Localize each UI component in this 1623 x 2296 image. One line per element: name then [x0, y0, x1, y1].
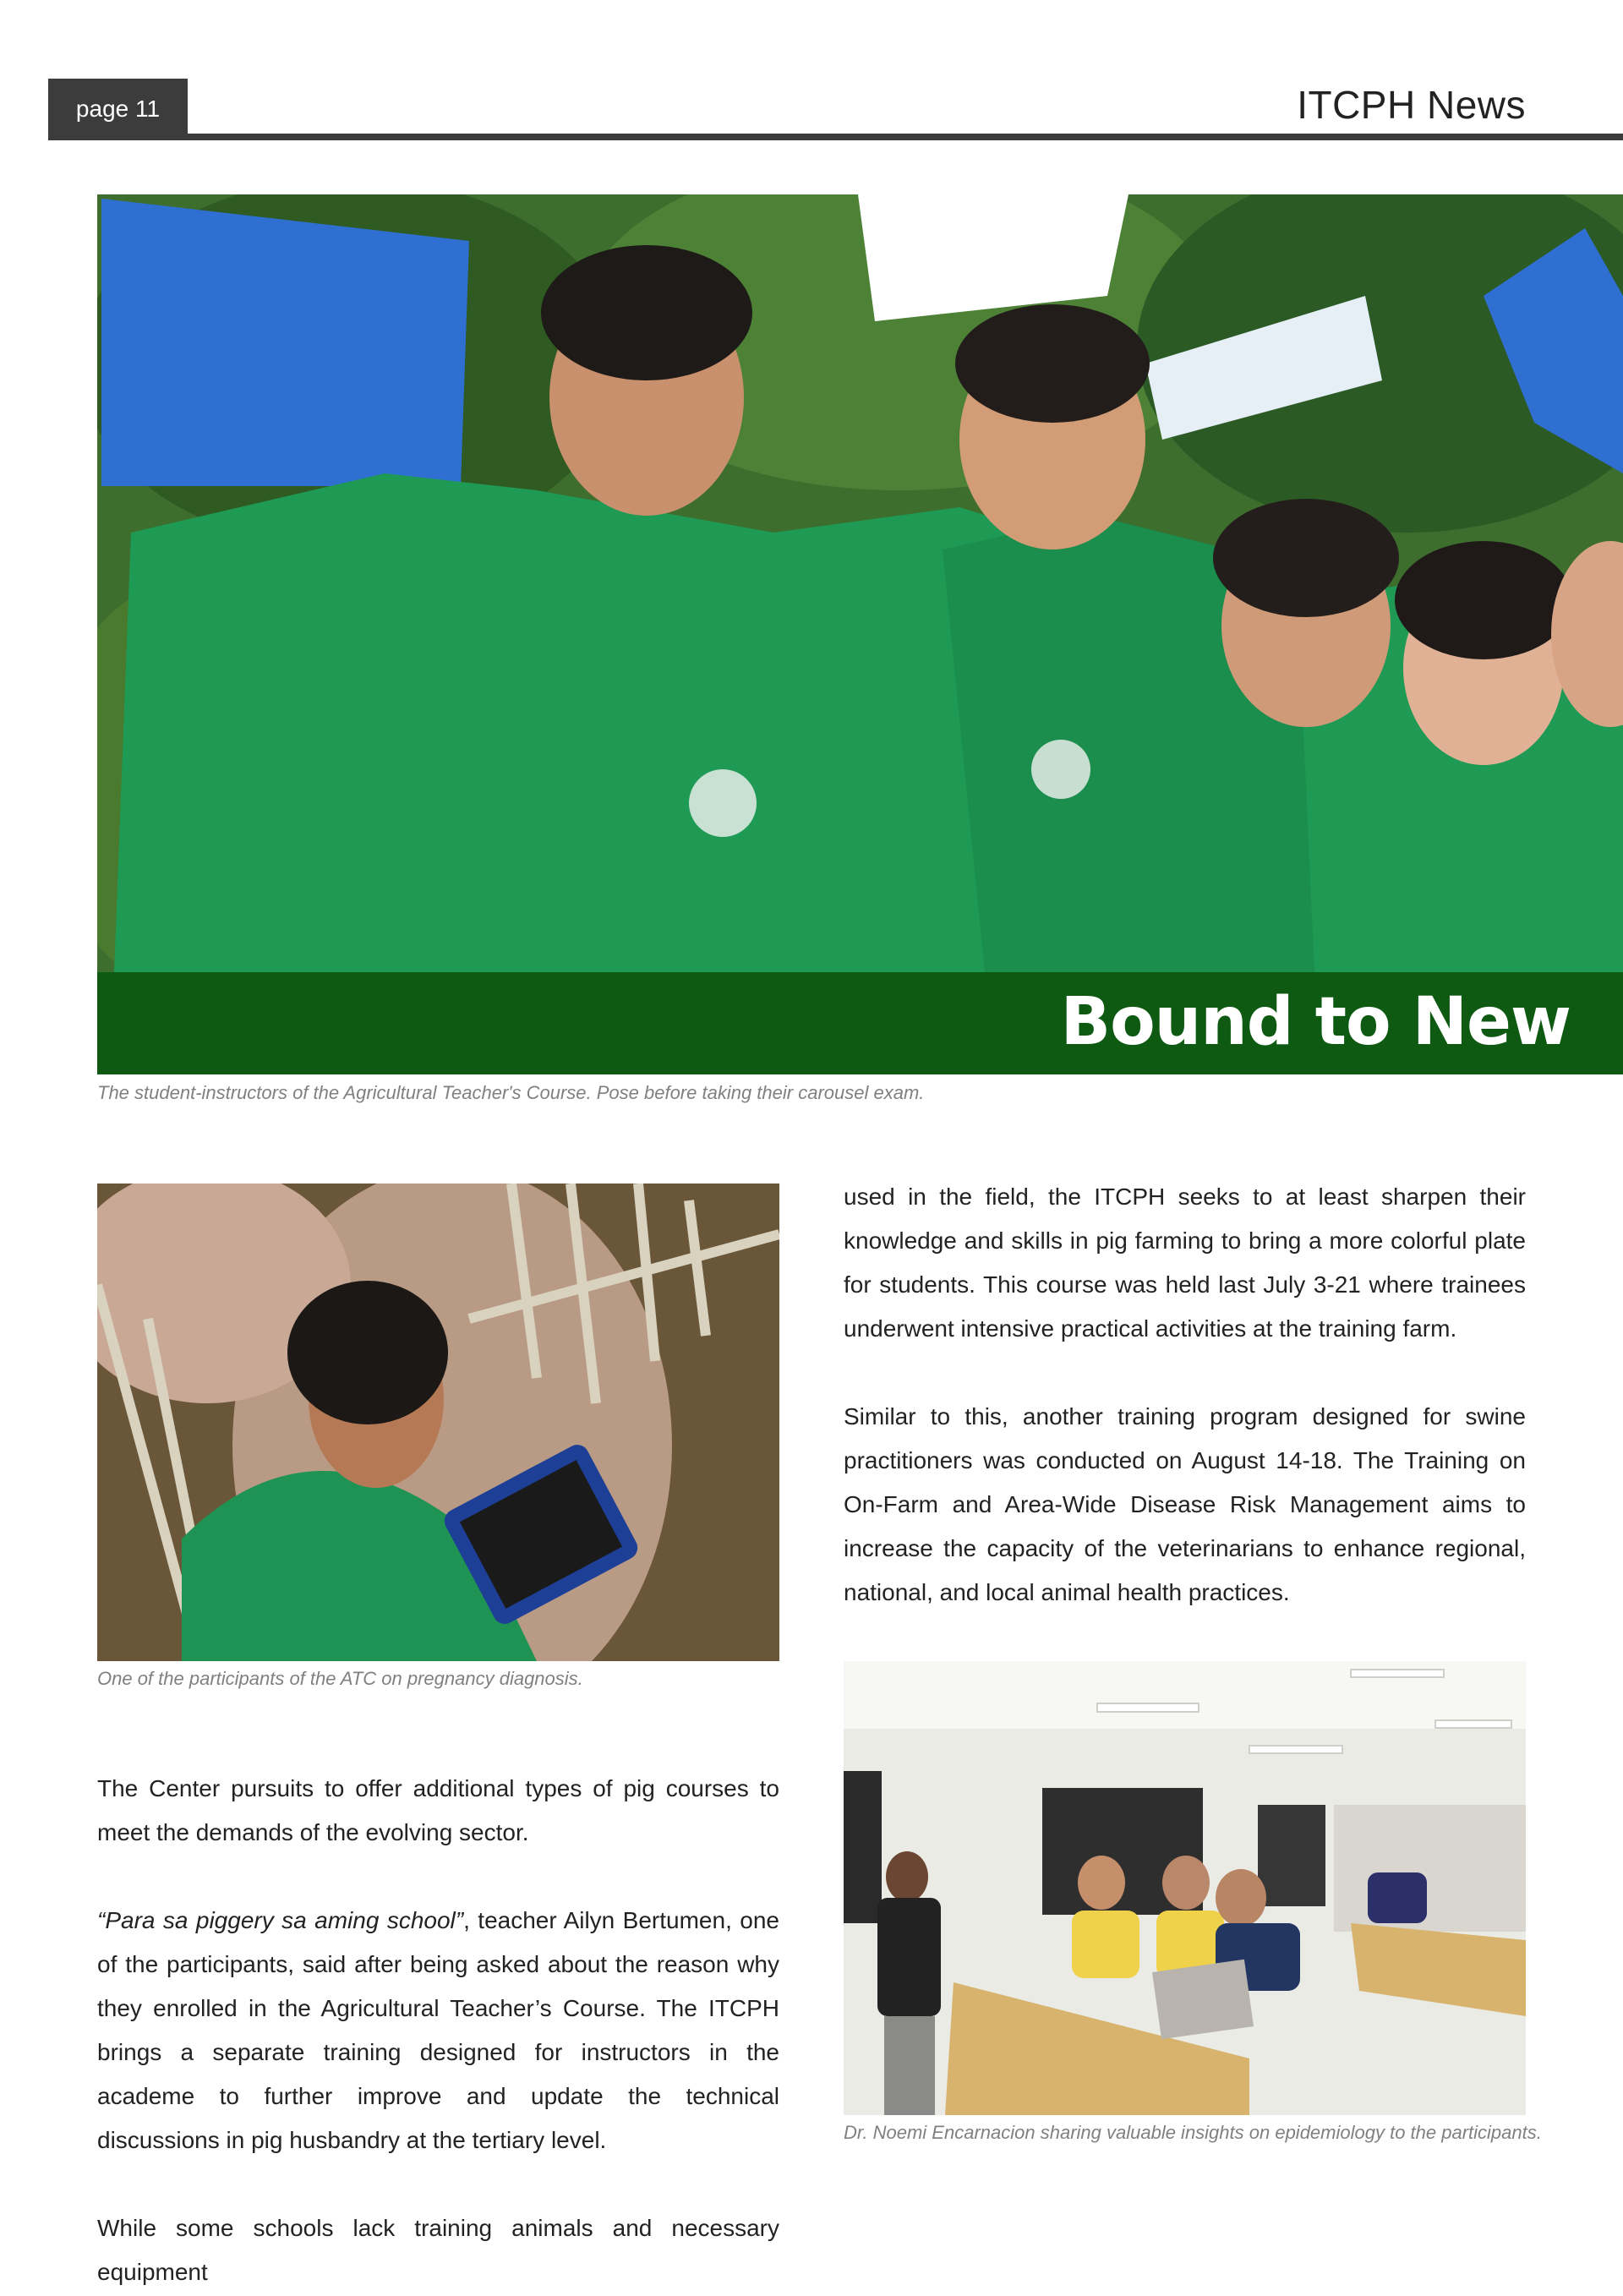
page-number-label: page 11	[75, 96, 161, 122]
publication-title: ITCPH News	[1297, 83, 1526, 127]
paragraph: The Center pursuits to offer additional types of pig courses to meet the demands of the evolving sector.	[97, 1775, 779, 1845]
header-rule	[48, 134, 1623, 140]
paragraph: While some schools lack training animals and necessary equipment	[97, 2215, 779, 2285]
page-number-tab	[48, 79, 188, 139]
paragraph	[97, 1899, 779, 2162]
hero-photo-trainees	[97, 194, 1623, 972]
title-band	[97, 972, 1623, 1074]
paragraph: used in the field, the ITCPH seeks to at least sharpen their knowledge and skills in pig farming to bring a more colorful plate for students. This course was held last July 3-21 where trainees underwent intensive practical activities at the training farm.	[844, 1184, 1526, 1342]
left-column-text	[97, 1767, 779, 2294]
classroom-photo-caption: Dr. Noemi Encarnacion sharing valuable insights on epidemiology to the participants.	[844, 2122, 1542, 2143]
article-headline: Bound to New	[1060, 984, 1571, 1060]
pregnancy-diagnosis-photo	[97, 1184, 779, 1661]
quote: “Para sa piggery sa aming school”	[97, 1907, 464, 1933]
paragraph-text: , teacher Ailyn Bertumen, one of the participants, said after being asked about the reason why they enrolled in the Agricultural Teacher’s Course. The ITCPH brings a separate training designed for instructors in the academe to further improve and update the technical discussions in pig husbandry at the tertiary level.	[97, 1907, 779, 2153]
pig-photo-caption: One of the participants of the ATC on pregnancy diagnosis.	[97, 1668, 583, 1689]
classroom-photo	[844, 1661, 1526, 2115]
paragraph: Similar to this, another training program designed for swine practitioners was conducted on August 14-18. The Training on On-Farm and Area-Wide Disease Risk Management aims to increase the capacity of the veterinarians to enhance regional, national, and local animal health practices.	[844, 1403, 1526, 1605]
right-column-text	[844, 1175, 1526, 1615]
hero-caption: The student-instructors of the Agricultural Teacher's Course. Pose before taking their carousel exam.	[97, 1082, 925, 1103]
